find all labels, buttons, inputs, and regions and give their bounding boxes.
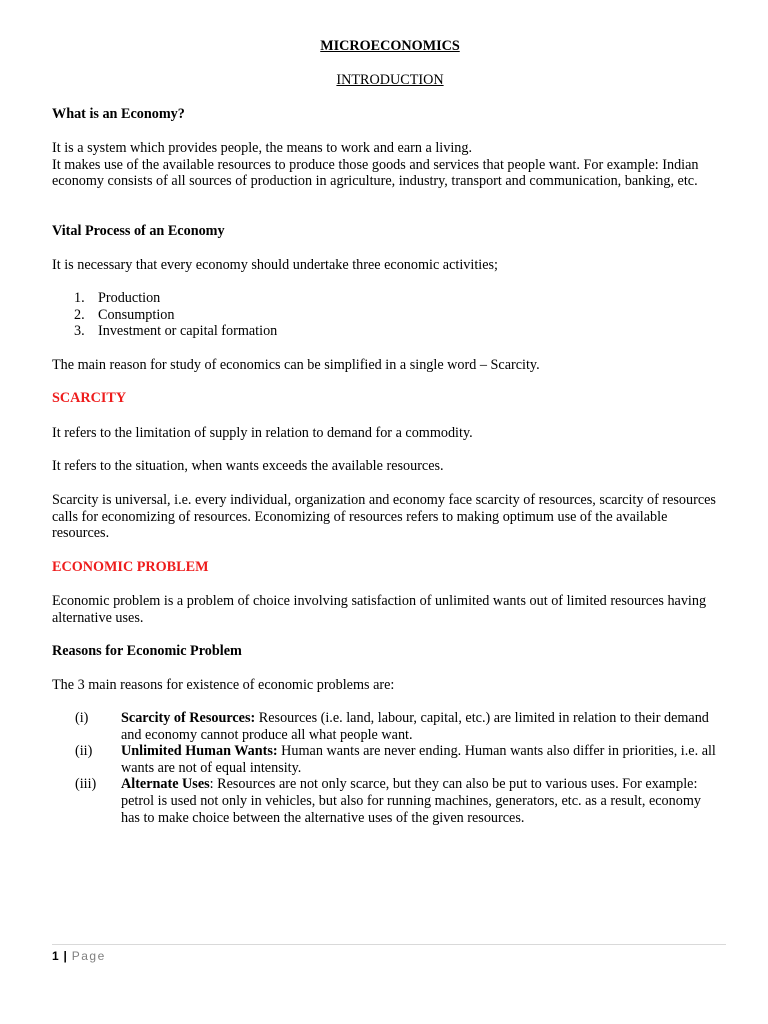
list-item: (i) Scarcity of Resources: Resources (i.e. land, labour, capital, etc.) are limited in relation to their demand and economy cannot produce all what people want.: [75, 710, 709, 743]
economy-line-1: It is a system which provides people, the means to work and earn a living.: [52, 140, 473, 156]
list-item: (ii) Unlimited Human Wants: Human wants are never ending. Human wants also differ in priorities, i.e. all wants are not of equal intensity.: [75, 743, 716, 776]
document-subtitle: INTRODUCTION: [336, 72, 444, 88]
vital-activities-list: [52, 290, 728, 340]
scarcity-paragraph-2: It refers to the situation, when wants exceeds the available resources.: [52, 458, 444, 474]
page-number: 1: [52, 949, 59, 963]
page-label: Page: [71, 949, 106, 963]
reasons-intro: The 3 main reasons for existence of economic problems are:: [52, 677, 395, 693]
vital-intro: It is necessary that every economy should undertake three economic activities;: [52, 257, 498, 273]
reasons-list: [52, 710, 720, 826]
document-title: MICROECONOMICS: [320, 38, 460, 54]
heading-scarcity: SCARCITY: [52, 390, 127, 406]
list-item: 2. Consumption: [74, 306, 175, 323]
heading-reasons: Reasons for Economic Problem: [52, 643, 242, 659]
page-footer: [52, 948, 106, 965]
footer-separator: |: [63, 949, 67, 963]
heading-what-is-economy: What is an Economy?: [52, 106, 185, 122]
heading-economic-problem: ECONOMIC PROBLEM: [52, 559, 209, 575]
list-item: 3. Investment or capital formation: [74, 323, 278, 340]
vital-outro: The main reason for study of economics can be simplified in a single word – Scarcity.: [52, 357, 540, 373]
list-item: 1. Production: [74, 290, 161, 306]
heading-vital-process: Vital Process of an Economy: [52, 223, 225, 239]
problem-paragraph: Economic problem is a problem of choice involving satisfaction of unlimited wants out of limited resources having alternative uses.: [52, 593, 707, 626]
scarcity-paragraph-3: Scarcity is universal, i.e. every individual, organization and economy face scarcity of resources, scarcity of resources calls for economizing of resources. Economizing of resources refers to making optimum use of the available resources.: [52, 492, 716, 542]
paragraph-economy: [52, 140, 728, 190]
footer-divider: [52, 944, 726, 945]
scarcity-paragraph-1: It refers to the limitation of supply in relation to demand for a commodity.: [52, 425, 473, 441]
list-item: (iii) Alternate Uses: Resources are not only scarce, but they can also be put to various uses. For example: petrol is used not only in vehicles, but also for running machines, generators, etc. as a result, economy has to make choice between the alternative uses of the given resources.: [75, 776, 701, 826]
economy-line-2: It makes use of the available resources to produce those goods and services that people want. For example: Indian economy consists of all sources of production in agriculture, industry, transport and communication, banking, etc.: [52, 156, 699, 190]
